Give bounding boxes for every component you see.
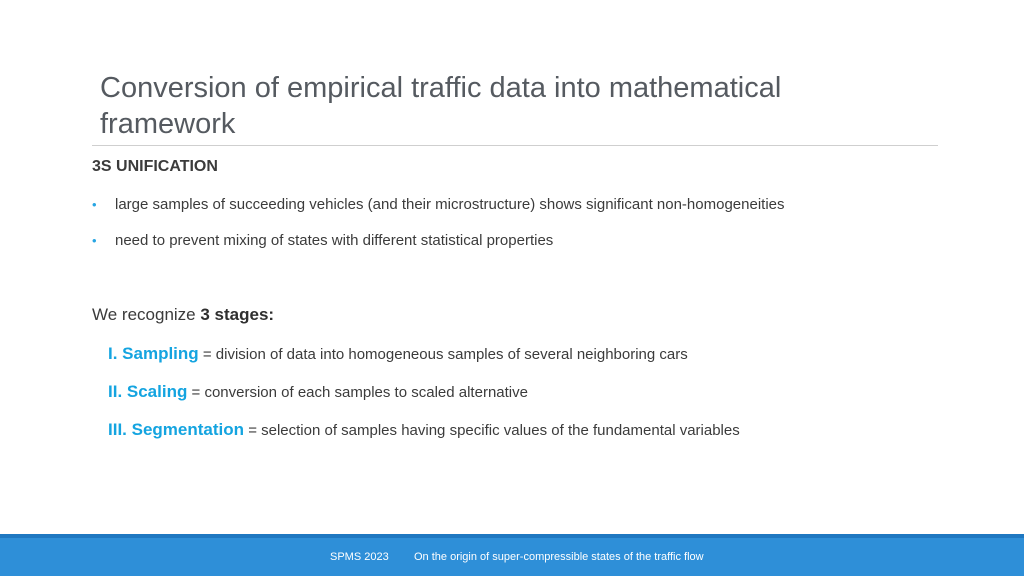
stage-description: = conversion of each samples to scaled alternative (187, 384, 528, 401)
footer-conference: SPMS 2023 (330, 551, 389, 563)
slide-title: Conversion of empirical traffic data into mathematical framework (100, 72, 782, 140)
section-heading: 3S UNIFICATION (92, 158, 218, 175)
bullet-icon: • (92, 233, 97, 248)
bullet-item (92, 195, 785, 215)
stage-name: I. Sampling (108, 344, 199, 363)
title-divider (92, 145, 938, 146)
intro-text: We recognize (92, 305, 201, 324)
slide-footer (0, 534, 1024, 576)
stage-name: III. Segmentation (108, 420, 245, 439)
stage-item (108, 418, 740, 442)
footer-accent-strip (0, 534, 1024, 538)
stage-description: = division of data into homogeneous samples of several neighboring cars (198, 346, 688, 363)
stage-description: = selection of samples having specific values of the fundamental variables (244, 422, 740, 439)
bullet-item (92, 231, 785, 251)
intro-emphasis: 3 stages: (200, 305, 275, 324)
stage-item (108, 380, 740, 404)
stage-name: II. Scaling (108, 382, 188, 401)
bullet-text: need to prevent mixing of states with different statistical properties (115, 232, 554, 249)
stages-list (108, 342, 740, 456)
bullet-text: large samples of succeeding vehicles (and their microstructure) shows significant non-homogeneities (115, 196, 785, 213)
stages-intro (92, 304, 274, 326)
bullet-icon: • (92, 197, 97, 212)
footer-talk-title: On the origin of super-compressible states of the traffic flow (414, 551, 704, 563)
stage-item (108, 342, 740, 366)
bullet-list (92, 195, 785, 267)
